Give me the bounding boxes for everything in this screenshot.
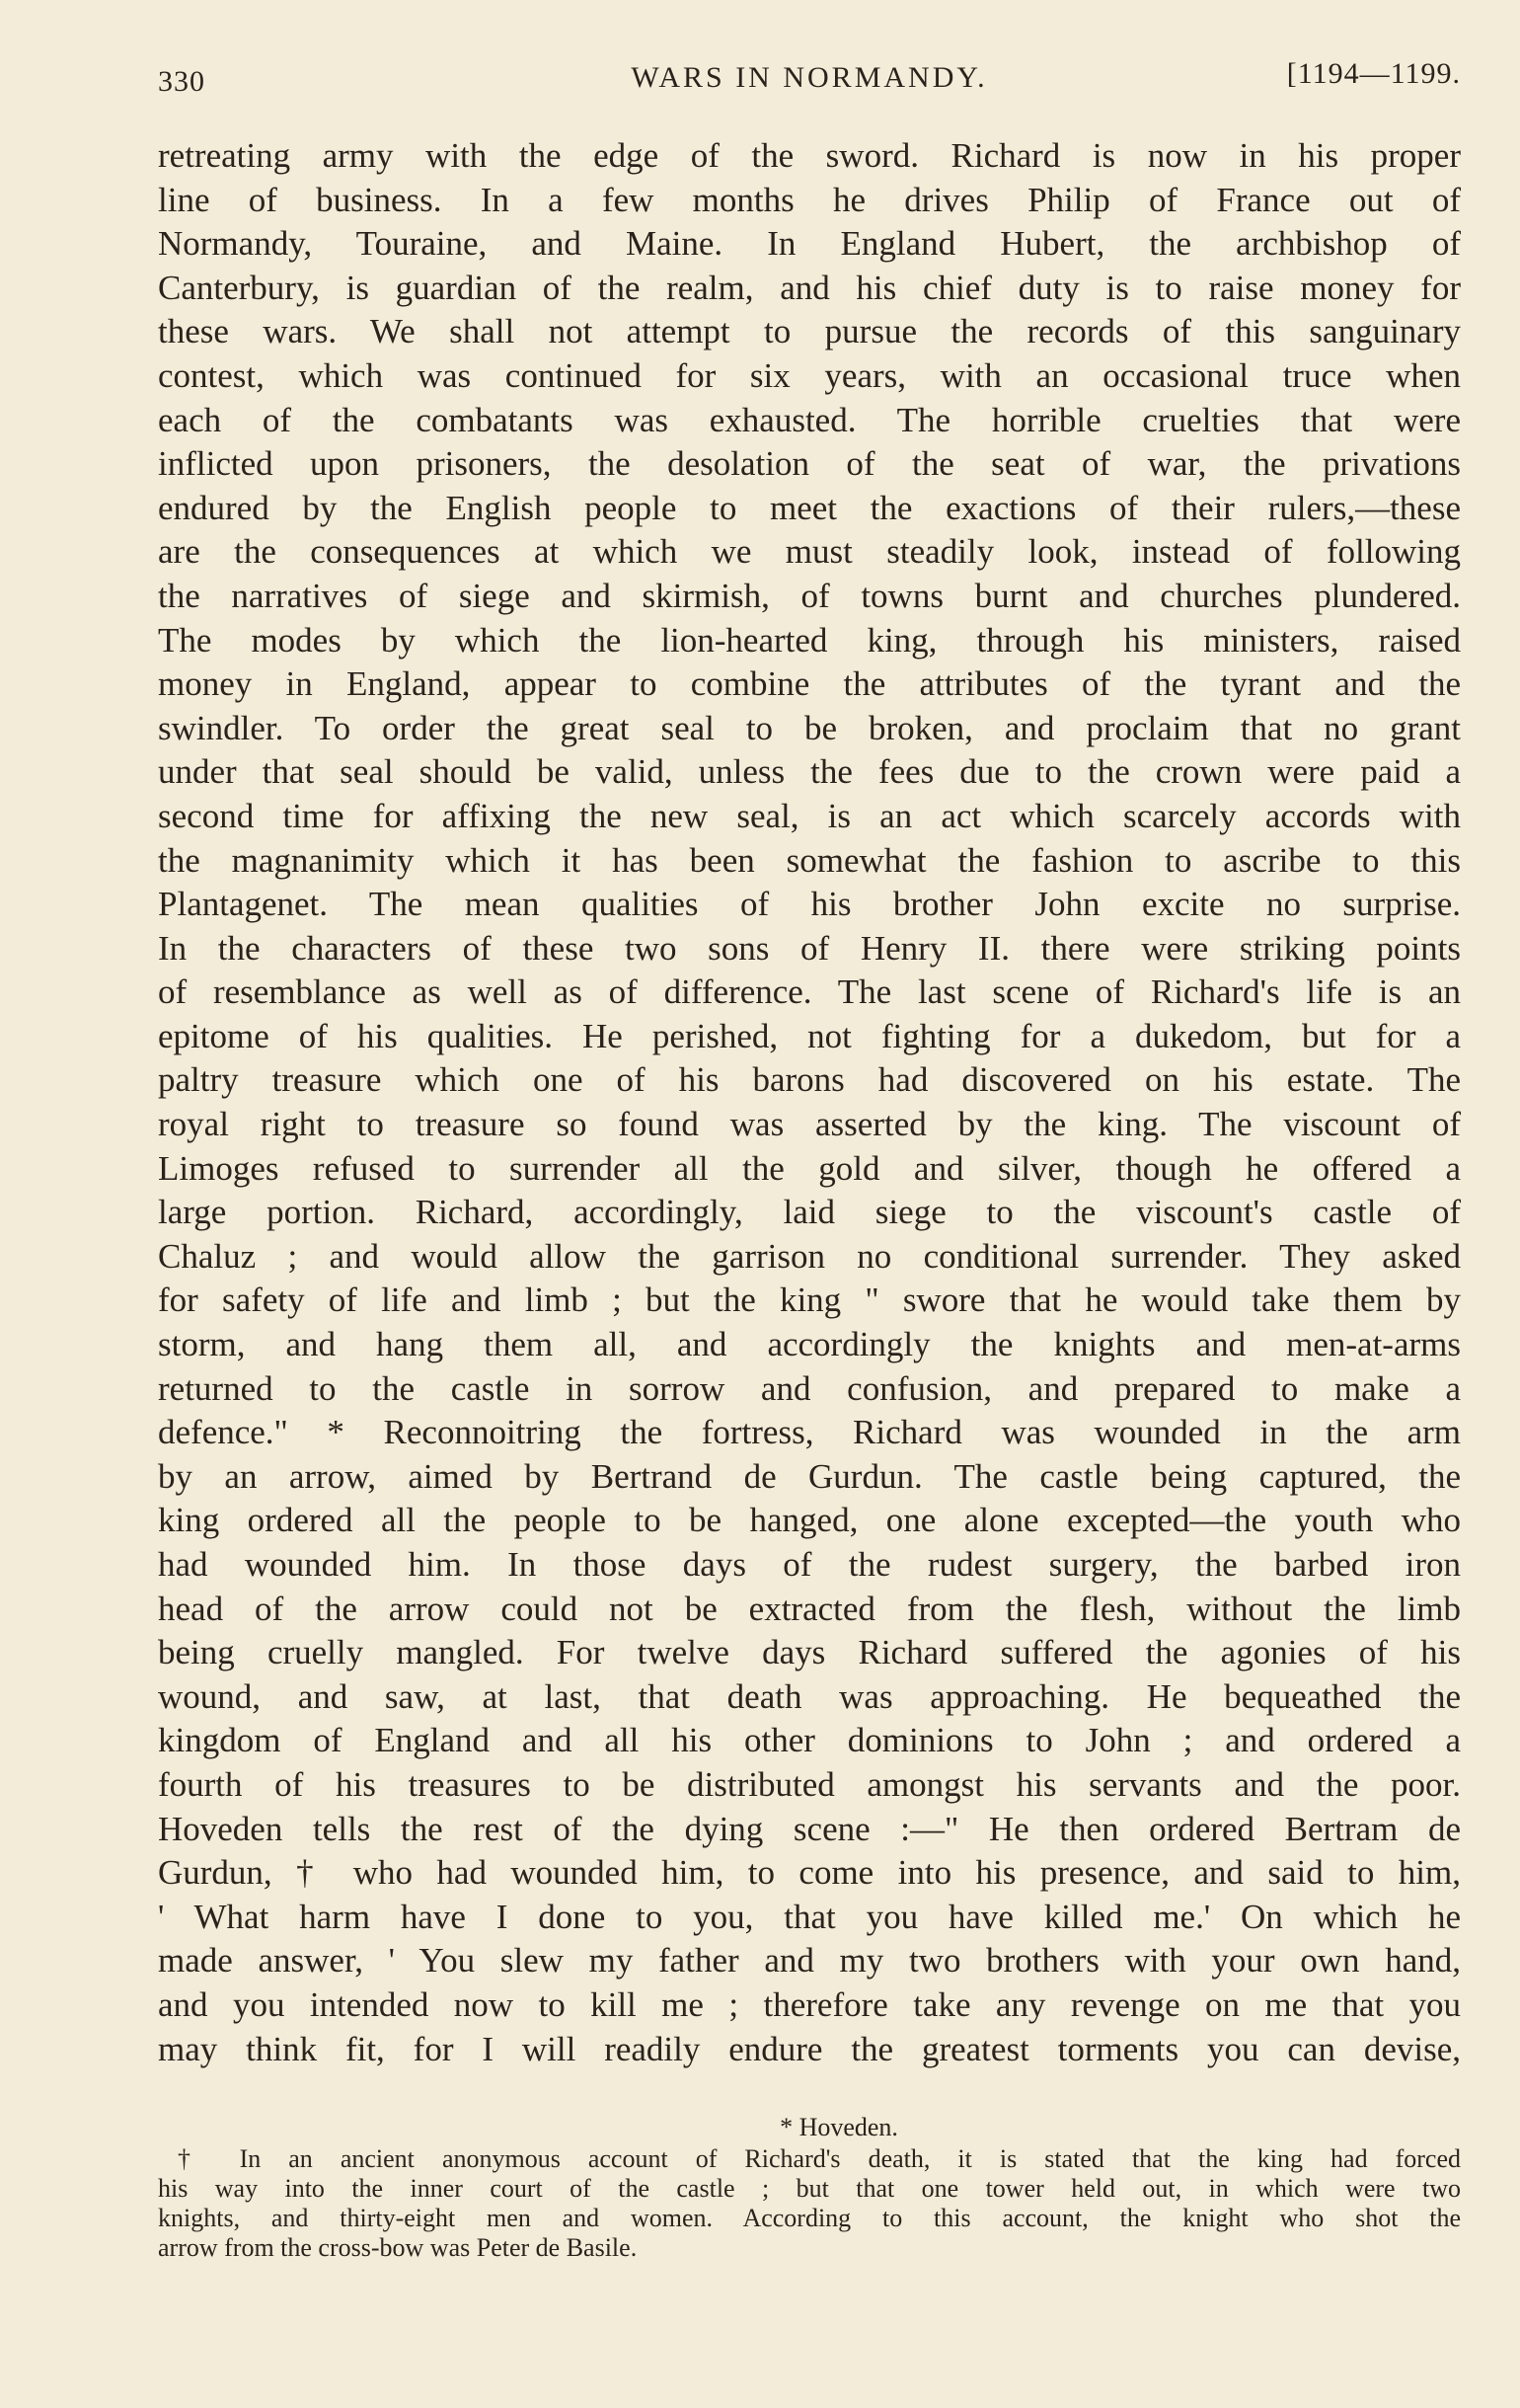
footnote-star: * Hoveden. xyxy=(780,2113,898,2141)
text-line: endured by the English people to meet the exactions of their rulers,—these xyxy=(158,488,1461,527)
text-line: swindler. To order the great seal to be broken, and proclaim that no grant xyxy=(158,708,1461,747)
date-range: [1194—1199. xyxy=(1286,57,1461,90)
text-line: made answer, ' You slew my father and my two brothers with your own hand, xyxy=(158,1941,1461,1981)
text-line: contest, which was continued for six years, with an occasional truce when xyxy=(158,355,1461,395)
text-line: Gurdun, † who had wounded him, to come into his presence, and said to him, xyxy=(158,1853,1461,1893)
text-line: royal right to treasure so found was asserted by the king. The viscount of xyxy=(158,1105,1461,1144)
text-line: had wounded him. In those days of the rudest surgery, the barbed iron xyxy=(158,1545,1461,1584)
text-line: fourth of his treasures to be distributed amongst his servants and the poor. xyxy=(158,1764,1461,1804)
text-line: retreating army with the edge of the sword. Richard is now in his proper xyxy=(158,136,1461,175)
text-line: by an arrow, aimed by Bertrand de Gurdun. The castle being captured, the xyxy=(158,1456,1461,1496)
text-line: In the characters of these two sons of Henry II. there were striking points xyxy=(158,928,1461,968)
text-line: Normandy, Touraine, and Maine. In England Hubert, the archbishop of xyxy=(158,224,1461,264)
text-line: each of the combatants was exhausted. The horrible cruelties that were xyxy=(158,400,1461,439)
text-line: kingdom of England and all his other dominions to John ; and ordered a xyxy=(158,1721,1461,1760)
text-line: large portion. Richard, accordingly, laid siege to the viscount's castle of xyxy=(158,1193,1461,1232)
text-line: epitome of his qualities. He perished, not fighting for a dukedom, but for a xyxy=(158,1016,1461,1055)
text-line: the magnanimity which it has been somewhat the fashion to ascribe to this xyxy=(158,840,1461,880)
text-line: Canterbury, is guardian of the realm, and his chief duty is to raise money for xyxy=(158,268,1461,307)
text-line: defence." * Reconnoitring the fortress, Richard was wounded in the arm xyxy=(158,1413,1461,1452)
footnote-dagger-line: arrow from the cross-bow was Peter de Basile. xyxy=(158,2233,638,2262)
text-line: these wars. We shall not attempt to pursue the records of this sanguinary xyxy=(158,312,1461,351)
text-line: inflicted upon prisoners, the desolation of the seat of war, the privations xyxy=(158,444,1461,484)
text-line: money in England, appear to combine the attributes of the tyrant and the xyxy=(158,664,1461,704)
text-line: the narratives of siege and skirmish, of towns burnt and churches plundered. xyxy=(158,576,1461,615)
footnote-dagger-line: his way into the inner court of the castle ; but that one tower held out, in which were two xyxy=(158,2174,1461,2203)
footnote-dagger-line: † In an ancient anonymous account of Richard's death, it is stated that the king had forced xyxy=(178,2144,1461,2173)
text-line: and you intended now to kill me ; therefore take any revenge on me that you xyxy=(158,1984,1461,2024)
text-line: second time for affixing the new seal, is an act which scarcely accords with xyxy=(158,796,1461,835)
text-line: Hoveden tells the rest of the dying scene :—" He then ordered Bertram de xyxy=(158,1809,1461,1848)
text-line: The modes by which the lion-hearted king, through his ministers, raised xyxy=(158,620,1461,660)
text-line: for safety of life and limb ; but the king " swore that he would take them by xyxy=(158,1281,1461,1320)
text-line: are the consequences at which we must steadily look, instead of following xyxy=(158,532,1461,572)
running-header xyxy=(158,57,1461,107)
text-line: paltry treasure which one of his barons had discovered on his estate. The xyxy=(158,1060,1461,1100)
text-line: may think fit, for I will readily endure the greatest torments you can devise, xyxy=(158,2029,1461,2068)
text-line: head of the arrow could not be extracted from the flesh, without the limb xyxy=(158,1589,1461,1628)
text-line: wound, and saw, at last, that death was approaching. He bequeathed the xyxy=(158,1676,1461,1716)
text-line: returned to the castle in sorrow and confusion, and prepared to make a xyxy=(158,1368,1461,1408)
text-line: of resemblance as well as of difference. The last scene of Richard's life is an xyxy=(158,972,1461,1012)
footnotes xyxy=(158,2113,1461,2263)
body-text xyxy=(158,134,1461,2071)
text-line: under that seal should be valid, unless the fees due to the crown were paid a xyxy=(158,752,1461,792)
text-line: king ordered all the people to be hanged, one alone excepted—the youth who xyxy=(158,1501,1461,1540)
footnote-dagger-line: knights, and thirty-eight men and women. According to this account, the knight who shot the xyxy=(158,2204,1461,2232)
text-line: being cruelly mangled. For twelve days Richard suffered the agonies of his xyxy=(158,1633,1461,1672)
text-line: Chaluz ; and would allow the garrison no conditional surrender. They asked xyxy=(158,1236,1461,1276)
text-line: line of business. In a few months he drives Philip of France out of xyxy=(158,180,1461,219)
text-line: ' What harm have I done to you, that you have killed me.' On which he xyxy=(158,1897,1461,1936)
page-number: 330 xyxy=(158,65,205,98)
text-line: storm, and hang them all, and accordingly the knights and men-at-arms xyxy=(158,1325,1461,1364)
text-line: Plantagenet. The mean qualities of his brother John excite no surprise. xyxy=(158,885,1461,924)
running-title: WARS IN NORMANDY. xyxy=(631,61,988,94)
text-line: Limoges refused to surrender all the gold and silver, though he offered a xyxy=(158,1148,1461,1188)
